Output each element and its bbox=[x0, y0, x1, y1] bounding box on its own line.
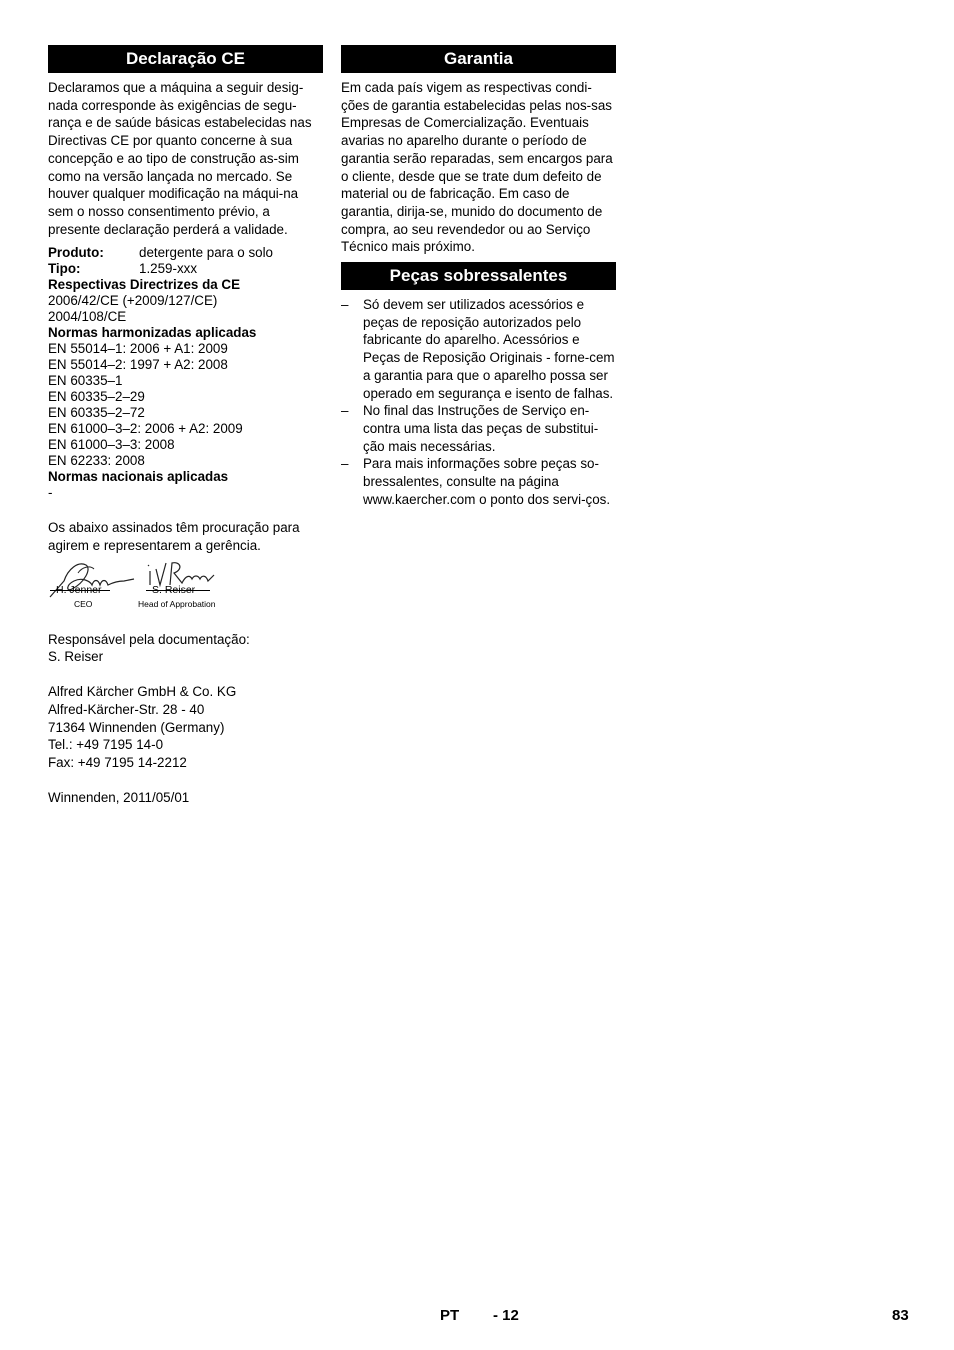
harmonized-standards-title: Normas harmonizadas aplicadas bbox=[48, 325, 257, 341]
footer-page-number: 83 bbox=[892, 1307, 909, 1324]
type-row bbox=[48, 261, 323, 277]
ce-declaration-intro: Declaramos que a máquina a seguir desig-nada corresponde às exigências de segu-rança e de saúde básicas estabelecidas nas Directivas CE por quanto concerne à sua concepção e ao tipo de construção as-sim como na versão lançada no mercado. Se houver qualquer modificação na máqui-na sem o nosso consentimento prévio, a presente declaração perderá a validade. bbox=[48, 80, 312, 237]
company-tel: Tel.: +49 7195 14-0 bbox=[48, 737, 164, 753]
company-city: 71364 Winnenden (Germany) bbox=[48, 719, 225, 735]
product-row bbox=[48, 245, 323, 261]
company-street: Alfred-Kärcher-Str. 28 - 40 bbox=[48, 701, 205, 717]
type-label: Tipo: bbox=[48, 261, 81, 277]
list-item bbox=[341, 402, 616, 455]
standard-item: EN 62233: 2008 bbox=[48, 453, 145, 469]
spare-parts-list bbox=[341, 296, 616, 508]
directive-item: 2006/42/CE (+2009/127/CE) bbox=[48, 293, 218, 309]
right-column bbox=[341, 45, 616, 508]
place-date: Winnenden, 2011/05/01 bbox=[48, 789, 190, 805]
footer-section-page: - 12 bbox=[493, 1307, 519, 1324]
national-standards-title: Normas nacionais aplicadas bbox=[48, 469, 229, 485]
doc-responsible-label: Responsável pela documentação: bbox=[48, 631, 250, 647]
warranty-text: Em cada país vigem as respectivas condi-ções de garantia estabelecidas pelas nos-sas Empresas de Comercialização. Eventuais avarias no aparelho durante o período de garantia serão reparadas, sem encargos para o cliente, desde que se trate dum defeito de material ou de fabricação. Em caso de garantia, dirija-se, munido do documento de compra, ao seu revendedor ou ao Serviço Técnico mais próximo. bbox=[341, 80, 613, 255]
company-fax: Fax: +49 7195 14-2212 bbox=[48, 754, 187, 770]
product-label: Produto: bbox=[48, 245, 104, 261]
bullet-dash: – bbox=[341, 456, 349, 472]
signature-block bbox=[48, 559, 323, 619]
signer2-name: S. Reiser bbox=[152, 583, 196, 596]
standard-item: EN 55014–2: 1997 + A2: 2008 bbox=[48, 357, 228, 373]
list-item-text: No final das Instruções de Serviço en-contra uma lista das peças de substitui-ção mais necessárias. bbox=[363, 403, 599, 454]
list-item bbox=[341, 296, 616, 402]
standard-item: EN 60335–1 bbox=[48, 373, 123, 389]
warranty-heading: Garantia bbox=[341, 45, 616, 73]
spare-parts-heading: Peças sobressalentes bbox=[341, 262, 616, 290]
standard-item: EN 55014–1: 2006 + A1: 2009 bbox=[48, 341, 228, 357]
signatories-text: Os abaixo assinados têm procuração para agirem e representarem a gerência. bbox=[48, 520, 300, 554]
ce-declaration-heading: Declaração CE bbox=[48, 45, 323, 73]
standard-item: EN 60335–2–29 bbox=[48, 389, 145, 405]
directives-title: Respectivas Directrizes da CE bbox=[48, 277, 241, 293]
product-spec bbox=[48, 245, 323, 501]
type-value: 1.259-xxx bbox=[139, 261, 198, 277]
doc-responsible-name: S. Reiser bbox=[48, 649, 104, 665]
product-value: detergente para o solo bbox=[139, 245, 274, 261]
signer2-role: Head of Approbation bbox=[138, 598, 216, 609]
national-standards-value: - bbox=[48, 485, 53, 501]
left-column bbox=[48, 45, 323, 806]
company-name: Alfred Kärcher GmbH & Co. KG bbox=[48, 684, 237, 700]
list-item-text: Para mais informações sobre peças so-bressalentes, consulte na página www.kaercher.com o ponto dos servi-ços. bbox=[363, 456, 611, 507]
list-item bbox=[341, 455, 616, 508]
standard-item: EN 61000–3–3: 2008 bbox=[48, 437, 175, 453]
signer1-name: H. Jenner bbox=[56, 583, 102, 596]
footer-language: PT bbox=[440, 1307, 460, 1324]
directive-item: 2004/108/CE bbox=[48, 309, 127, 325]
bullet-dash: – bbox=[341, 403, 349, 419]
bullet-dash: – bbox=[341, 297, 349, 313]
list-item-text: Só devem ser utilizados acessórios e peças de reposição autorizados pelo fabricante do aparelho. Acessórios e Peças de Reposição Originais - forne-cem a garantia para que o aparelho possa ser operado em segurança e isento de falhas. bbox=[363, 297, 615, 401]
signer1-role: CEO bbox=[74, 598, 93, 609]
standard-item: EN 61000–3–2: 2006 + A2: 2009 bbox=[48, 421, 243, 437]
standard-item: EN 60335–2–72 bbox=[48, 405, 145, 421]
